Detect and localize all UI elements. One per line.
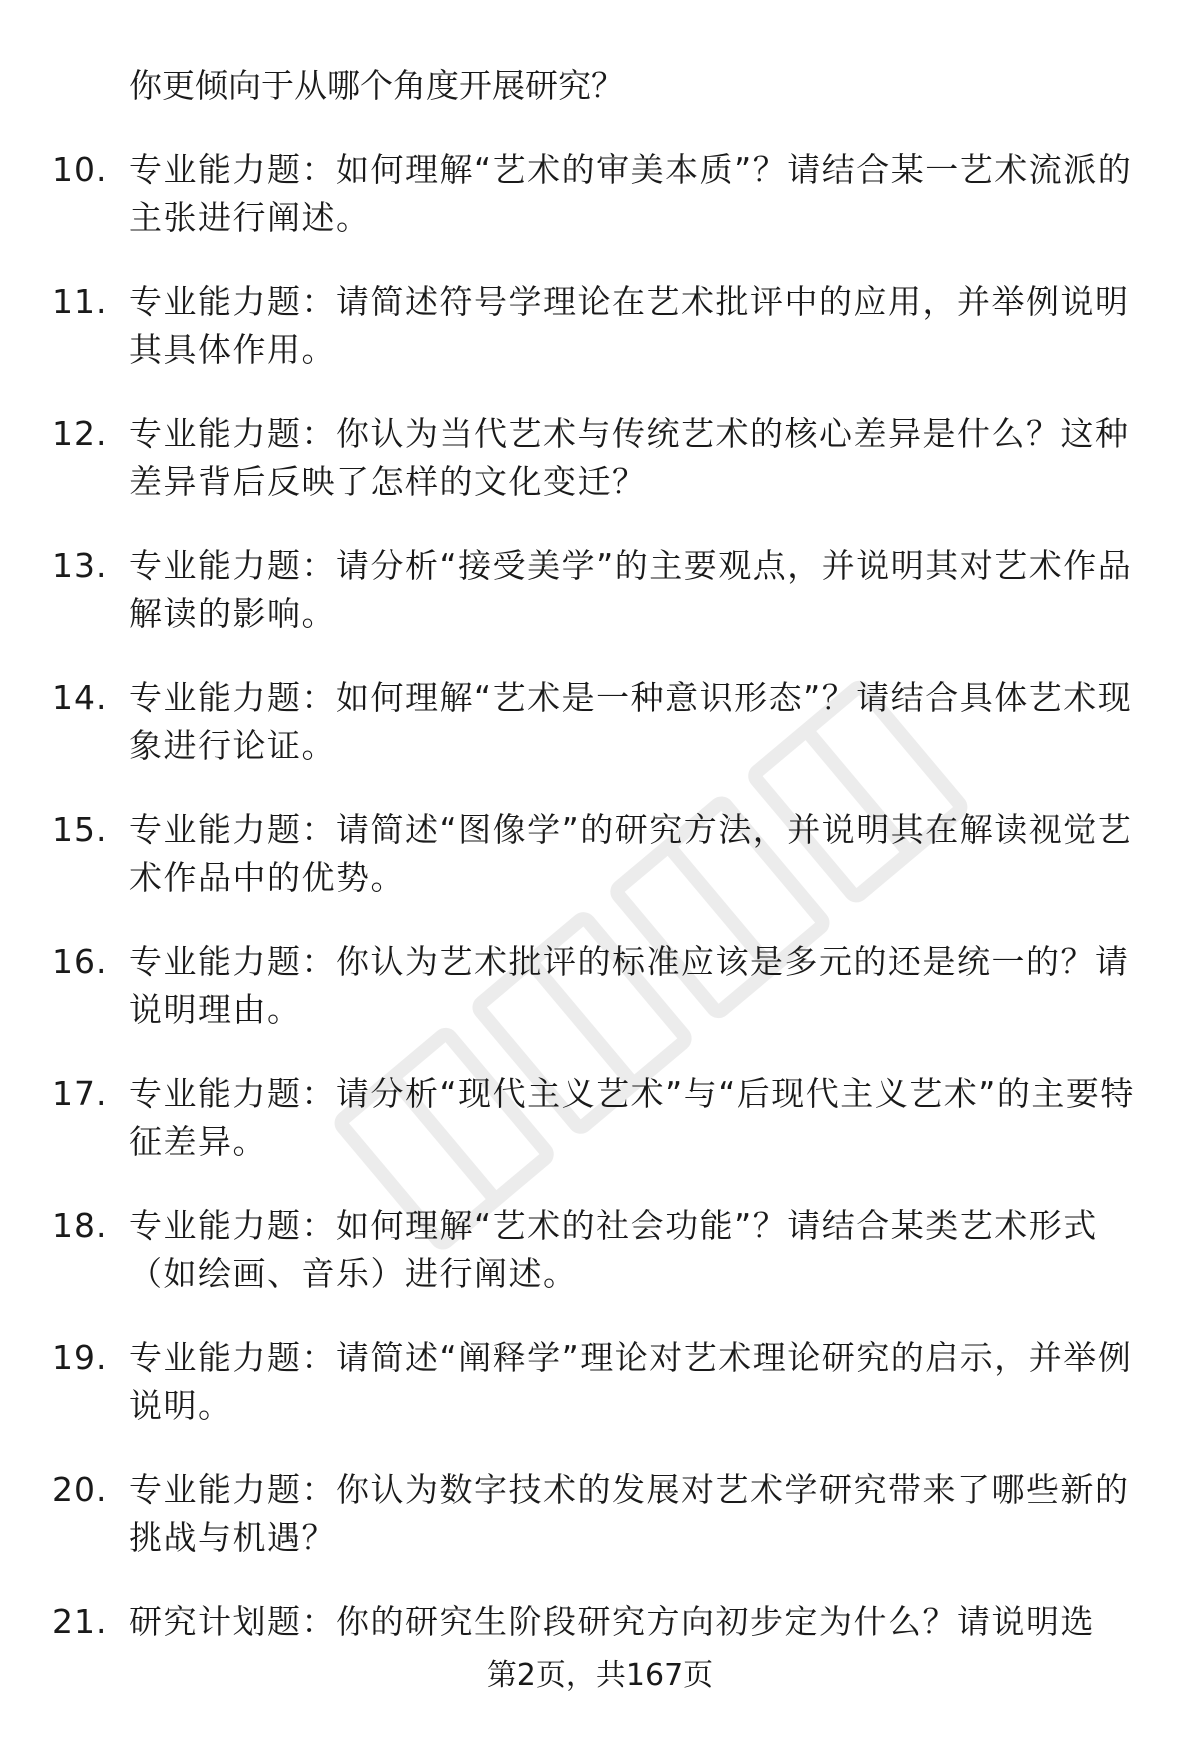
item-number: 21. (52, 1602, 108, 1641)
item-text: 研究计划题：你的研究生阶段研究方向初步定为什么？请说明选 (129, 1602, 1095, 1641)
item-number: 12. (52, 414, 108, 453)
item-number: 18. (52, 1206, 108, 1245)
list-item (0, 1466, 1200, 1598)
list-item (0, 278, 1200, 410)
item-number: 10. (52, 150, 108, 189)
item-number: 19. (52, 1338, 108, 1377)
list-item (0, 1070, 1200, 1202)
list-item (0, 674, 1200, 806)
item-text: 专业能力题：你认为艺术批评的标准应该是多元的还是统一的？请说明理由。 (129, 942, 1130, 1029)
list-item (0, 1334, 1200, 1466)
item-number: 16. (52, 942, 108, 981)
item-text: 专业能力题：请简述“阐释学”理论对艺术理论研究的启示，并举例说明。 (129, 1338, 1133, 1425)
item-text: 专业能力题：请分析“接受美学”的主要观点，并说明其对艺术作品解读的影响。 (129, 546, 1133, 633)
item-number: 13. (52, 546, 108, 585)
continued-question-text: 你更倾向于从哪个角度开展研究？ (129, 66, 624, 105)
question-list (0, 146, 1200, 1730)
item-text: 专业能力题：如何理解“艺术是一种意识形态”？请结合具体艺术现象进行论证。 (129, 678, 1133, 765)
list-item (0, 1202, 1200, 1334)
item-text: 专业能力题：请简述符号学理论在艺术批评中的应用，并举例说明其具体作用。 (129, 282, 1130, 369)
page-number-footer: 第2页，共167页 (486, 1658, 714, 1693)
item-number: 11. (52, 282, 108, 321)
item-text: 专业能力题：如何理解“艺术的社会功能”？请结合某类艺术形式（如绘画、音乐）进行阐述。 (129, 1206, 1098, 1293)
list-item (0, 542, 1200, 674)
item-number: 17. (52, 1074, 108, 1113)
item-text: 专业能力题：你认为数字技术的发展对艺术学研究带来了哪些新的挑战与机遇？ (129, 1470, 1130, 1557)
item-text: 专业能力题：如何理解“艺术的审美本质”？请结合某一艺术流派的主张进行阐述。 (129, 150, 1133, 237)
item-text: 专业能力题：你认为当代艺术与传统艺术的核心差异是什么？这种差异背后反映了怎样的文化变迁？ (129, 414, 1130, 501)
item-text: 专业能力题：请简述“图像学”的研究方法，并说明其在解读视觉艺术作品中的优势。 (129, 810, 1133, 897)
item-number: 15. (52, 810, 108, 849)
item-number: 20. (52, 1470, 108, 1509)
list-item (0, 410, 1200, 542)
list-item (0, 938, 1200, 1070)
list-item (0, 806, 1200, 938)
list-item (0, 146, 1200, 278)
item-number: 14. (52, 678, 108, 717)
item-text: 专业能力题：请分析“现代主义艺术”与“后现代主义艺术”的主要特征差异。 (129, 1074, 1135, 1161)
